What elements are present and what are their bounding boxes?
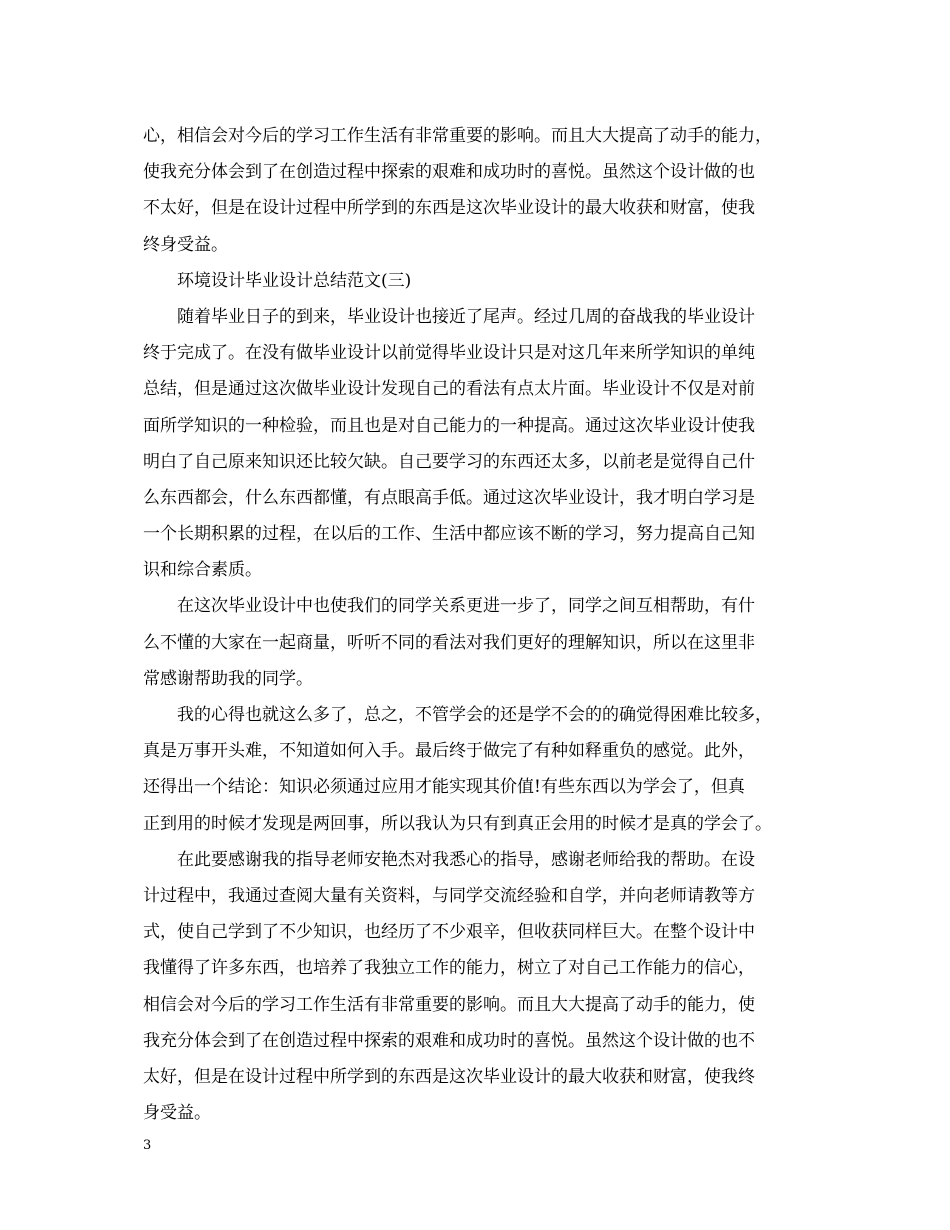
text-line: 心，相信会对今后的学习工作生活有非常重要的影响。而且大大提高了动手的能力，: [143, 126, 772, 146]
text-line: 我懂得了许多东西，也培养了我独立工作的能力，树立了对自己工作能力的信心，: [143, 958, 755, 979]
text-line: 身受益。: [143, 1103, 211, 1124]
text-line: 不太好，但是在设计过程中所学到的东西是这次毕业设计的最大收获和财富，使我: [143, 198, 755, 219]
text-line: 么东西都会，什么东西都懂，有点眼高手低。通过这次毕业设计，我才明白学习是: [143, 487, 755, 508]
text-line: 环境设计毕业设计总结范文(三): [177, 270, 412, 291]
text-line: 常感谢帮助我的同学。: [143, 668, 313, 689]
text-line: 在此要感谢我的指导老师安艳杰对我悉心的指导，感谢老师给我的帮助。在设: [177, 849, 755, 870]
text-line: 我充分体会到了在创造过程中探索的艰难和成功时的喜悦。虽然这个设计做的也不: [143, 1030, 755, 1051]
text-line: 还得出一个结论：知识必须通过应用才能实现其价值!有些东西以为学会了，但真: [143, 777, 745, 798]
text-line: 相信会对今后的学习工作生活有非常重要的影响。而且大大提高了动手的能力，使: [143, 994, 755, 1015]
text-line: 计过程中，我通过查阅大量有关资料，与同学交流经验和自学，并向老师请教等方: [143, 885, 755, 906]
page-number: 3: [143, 1138, 152, 1153]
text-line: 太好，但是在设计过程中所学到的东西是这次毕业设计的最大收获和财富，使我终: [143, 1066, 755, 1087]
text-line: 我的心得也就这么多了，总之，不管学会的还是学不会的的确觉得困难比较多，: [177, 705, 772, 725]
text-line: 随着毕业日子的到来，毕业设计也接近了尾声。经过几周的奋战我的毕业设计: [177, 306, 755, 327]
text-line: 一个长期积累的过程，在以后的工作、生活中都应该不断的学习，努力提高自己知: [143, 524, 755, 545]
text-line: 么不懂的大家在一起商量，听听不同的看法对我们更好的理解知识，所以在这里非: [143, 632, 755, 653]
text-line: 式，使自己学到了不少知识，也经历了不少艰辛，但收获同样巨大。在整个设计中: [143, 922, 755, 943]
text-line: 面所学知识的一种检验，而且也是对自己能力的一种提高。通过这次毕业设计使我: [143, 415, 755, 436]
text-line: 明白了自己原来知识还比较欠缺。自己要学习的东西还太多，以前老是觉得自己什: [143, 451, 755, 472]
text-line: 终身受益。: [143, 234, 228, 255]
text-line: 真是万事开头难，不知道如何入手。最后终于做完了有种如释重负的感觉。此外，: [143, 741, 755, 762]
text-line: 正到用的时候才发现是两回事，所以我认为只有到真正会用的时候才是真的学会了。: [143, 813, 772, 834]
text-line: 在这次毕业设计中也使我们的同学关系更进一步了，同学之间互相帮助，有什: [177, 596, 755, 617]
text-line: 识和综合素质。: [143, 560, 262, 581]
text-line: 总结，但是通过这次做毕业设计发现自己的看法有点太片面。毕业设计不仅是对前: [143, 379, 755, 400]
document-body: [143, 118, 843, 1131]
text-line: 终于完成了。在没有做毕业设计以前觉得毕业设计只是对这几年来所学知识的单纯: [143, 343, 755, 364]
text-line: 使我充分体会到了在创造过程中探索的艰难和成功时的喜悦。虽然这个设计做的也: [143, 162, 755, 183]
